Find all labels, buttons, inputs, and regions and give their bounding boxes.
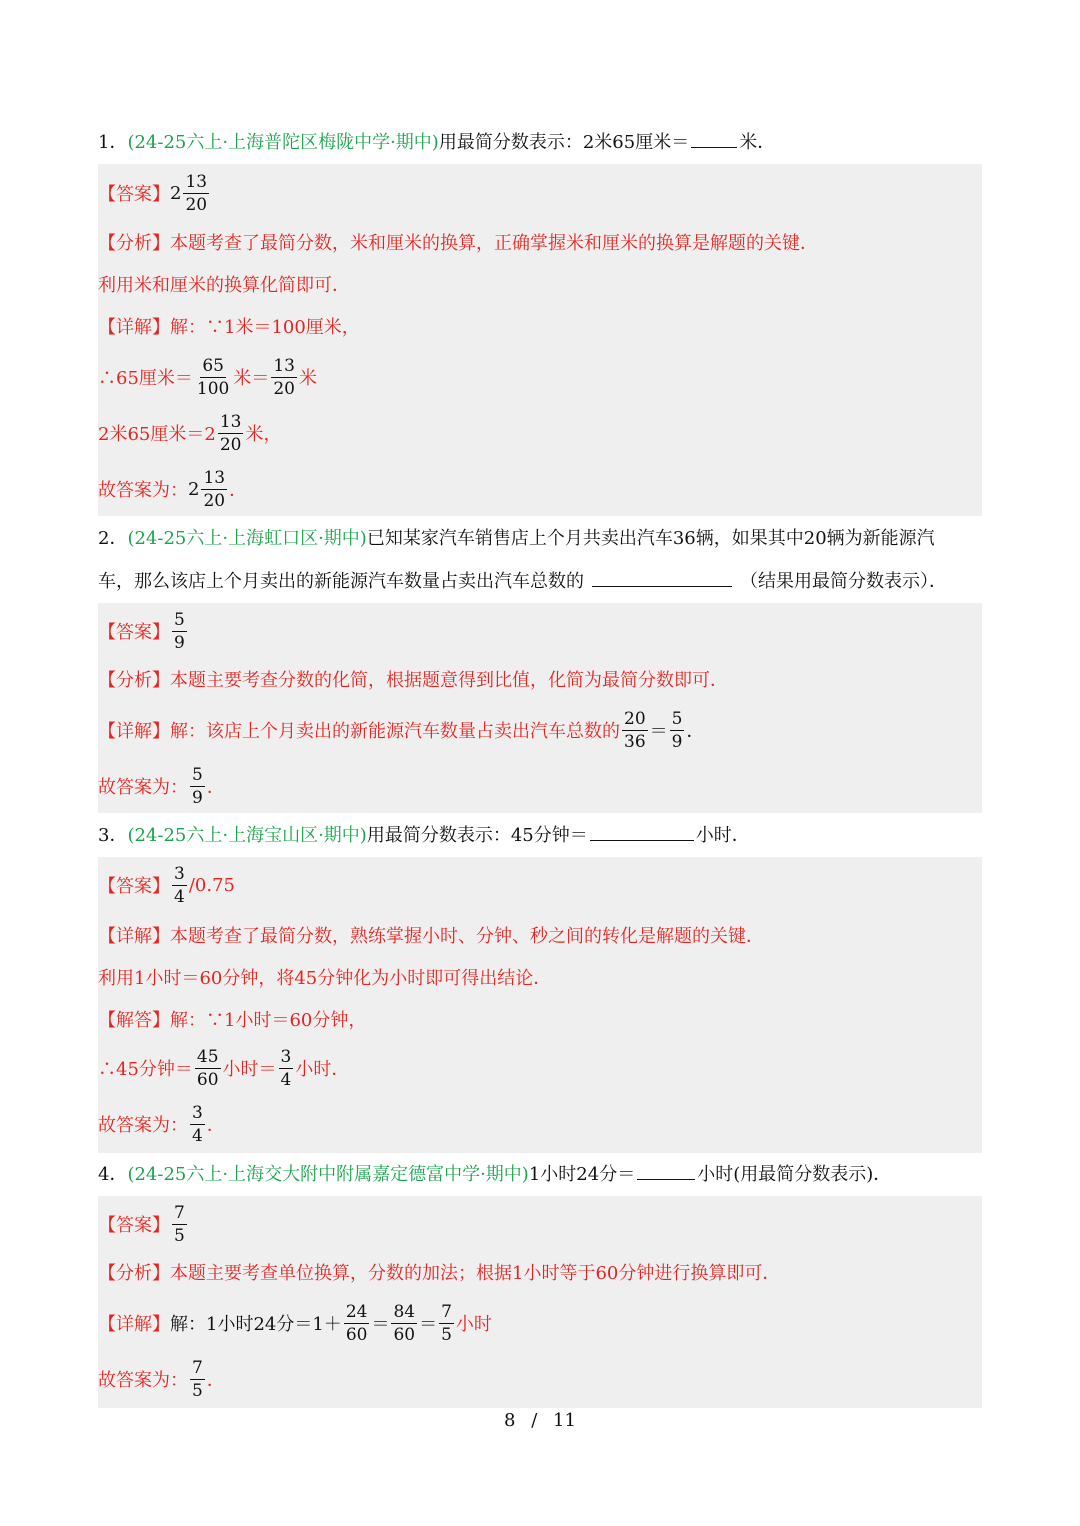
- numerator: 13: [273, 355, 295, 376]
- denominator: 100: [196, 378, 230, 399]
- page-footer: [0, 1410, 1080, 1431]
- answer-blank: [590, 820, 694, 841]
- detail-text: ∴65厘米＝: [98, 368, 193, 389]
- question-text-after: （结果用最简分数表示）．: [740, 571, 947, 592]
- final-answer-end: ．: [206, 1370, 225, 1391]
- detail-text: 小时．: [295, 1059, 350, 1080]
- denominator: 4: [174, 886, 185, 907]
- question-number: 4．: [98, 1164, 128, 1185]
- denominator: 60: [393, 1324, 416, 1345]
- page-separator: /: [531, 1410, 538, 1431]
- analysis-text: 本题考查了最简分数，米和厘米的换算，正确掌握米和厘米的换算是解题的关键．: [170, 233, 818, 254]
- answer-fraction: [172, 609, 187, 654]
- detail-label: 【详解】: [98, 317, 170, 338]
- answer-label: 【答案】: [98, 876, 170, 897]
- question-1-stem: [98, 121, 982, 164]
- detail-text: 解：该店上个月卖出的新能源汽车数量占卖出汽车总数的: [170, 721, 620, 742]
- answer-alt: /0.75: [188, 874, 235, 896]
- denominator: 60: [345, 1324, 368, 1345]
- page-total: 11: [553, 1410, 576, 1431]
- answer-whole: 2: [170, 182, 182, 204]
- detail-row-3: [98, 408, 982, 458]
- detail-text: 2米65厘米＝2: [98, 424, 216, 445]
- denominator: 9: [671, 731, 683, 752]
- numerator: 5: [192, 764, 203, 785]
- fraction: [201, 467, 227, 512]
- final-whole: 2: [188, 478, 200, 500]
- answer-blank: [637, 1159, 695, 1180]
- answer-fraction: [172, 863, 187, 908]
- question-source: (24-25六上·上海交大附中附属嘉定德富中学·期中): [127, 1164, 529, 1185]
- final-answer-row: [98, 761, 982, 811]
- question-text-after: 米．: [739, 132, 776, 153]
- detail-text: 解：∵1米＝100厘米，: [170, 317, 360, 338]
- final-answer-label: 故答案为：: [98, 1115, 188, 1136]
- numerator: 45: [196, 1046, 219, 1067]
- fraction: [190, 764, 205, 809]
- fraction: [391, 1301, 417, 1346]
- numerator: 20: [624, 708, 646, 729]
- answer-blank: [592, 566, 732, 587]
- analysis-text-2: 利用米和厘米的换算化简即可．: [98, 275, 350, 296]
- detail-text: 小时: [455, 1314, 492, 1335]
- answer-blank: [691, 127, 737, 148]
- question-text-after: 小时(用最简分数表示)．: [697, 1164, 892, 1185]
- fraction: [670, 708, 685, 753]
- numerator: 65: [202, 355, 224, 376]
- fraction: [439, 1301, 454, 1346]
- numerator: 5: [671, 708, 683, 729]
- detail-row: [98, 1001, 982, 1037]
- analysis-label: 【详解】: [98, 926, 170, 947]
- detail-row: [98, 705, 982, 755]
- analysis-row-2: [98, 959, 982, 995]
- detail-text: 米: [299, 368, 317, 389]
- denominator: 5: [174, 1225, 185, 1246]
- detail-text: 解：1小时24分＝1＋: [170, 1314, 342, 1335]
- numerator: 13: [203, 467, 226, 488]
- denominator: 20: [219, 434, 242, 455]
- question-2-stem-line2: [98, 560, 982, 603]
- solution-box-4: [98, 1196, 982, 1408]
- detail-text: 米，: [245, 424, 282, 445]
- detail-text: ∴45分钟＝: [98, 1059, 193, 1080]
- fraction: [195, 1046, 221, 1091]
- denominator: 20: [203, 490, 226, 511]
- denominator: 9: [174, 632, 185, 653]
- fraction: [344, 1301, 370, 1346]
- answer-row: [98, 861, 982, 909]
- answer-fraction: [183, 171, 209, 216]
- page-number: 8: [504, 1410, 516, 1431]
- final-answer-row: [98, 464, 982, 514]
- denominator: 4: [192, 1125, 203, 1146]
- answer-label: 【答案】: [98, 1215, 170, 1236]
- equals-sign: ＝: [371, 1314, 390, 1335]
- numerator: 7: [441, 1301, 452, 1322]
- final-answer-row: [98, 1099, 982, 1149]
- answer-label: 【答案】: [98, 184, 170, 205]
- analysis-label: 【分析】: [98, 233, 170, 254]
- detail-text: 米＝: [233, 368, 270, 389]
- question-source: (24-25六上·上海虹口区·期中): [127, 528, 367, 549]
- analysis-label: 【分析】: [98, 1263, 170, 1284]
- analysis-row: [98, 917, 982, 953]
- detail-row-2: [98, 352, 982, 402]
- denominator: 4: [280, 1069, 292, 1090]
- analysis-row: [98, 661, 982, 697]
- fraction: [218, 411, 244, 456]
- detail-row-2: [98, 1043, 982, 1093]
- answer-row: [98, 170, 982, 216]
- detail-row: [98, 1298, 982, 1348]
- analysis-label: 【分析】: [98, 670, 170, 691]
- numerator: 84: [393, 1301, 416, 1322]
- denominator: 20: [185, 194, 208, 215]
- analysis-text: 本题考查了最简分数，熟练掌握小时、分钟、秒之间的转化是解题的关键．: [170, 926, 764, 947]
- solution-box-2: [98, 603, 982, 813]
- analysis-row: [98, 224, 982, 260]
- final-answer-label: 故答案为：: [98, 1370, 188, 1391]
- question-3-stem: [98, 814, 982, 857]
- final-answer-end: ．: [206, 1115, 225, 1136]
- detail-text: 小时＝: [222, 1059, 277, 1080]
- analysis-row-2: [98, 266, 982, 302]
- final-answer-row: [98, 1354, 982, 1404]
- detail-label: 【解答】: [98, 1010, 170, 1031]
- detail-text: 解：∵1小时＝60分钟，: [170, 1010, 367, 1031]
- question-4-stem: [98, 1153, 982, 1196]
- question-source: (24-25六上·上海宝山区·期中): [127, 825, 367, 846]
- question-text: 用最简分数表示：2米65厘米＝: [438, 132, 690, 153]
- numerator: 7: [174, 1202, 185, 1223]
- question-number: 2．: [98, 528, 128, 549]
- fraction: [622, 708, 648, 753]
- detail-row: [98, 308, 982, 344]
- detail-label: 【详解】: [98, 1314, 170, 1335]
- final-answer-end: ．: [206, 777, 225, 798]
- denominator: 5: [192, 1380, 203, 1401]
- fraction: [190, 1102, 205, 1147]
- equals-sign: ＝: [419, 1314, 438, 1335]
- equals-sign: ＝: [649, 721, 668, 742]
- fraction: [271, 355, 297, 400]
- numerator: 5: [174, 609, 185, 630]
- numerator: 24: [345, 1301, 368, 1322]
- question-number: 1．: [98, 132, 128, 153]
- analysis-text: 本题主要考查分数的化简，根据题意得到比值，化简为最简分数即可．: [170, 670, 728, 691]
- question-text-after: 小时．: [695, 825, 750, 846]
- question-text: 车，那么该店上个月卖出的新能源汽车数量占卖出汽车总数的: [98, 571, 584, 592]
- detail-label: 【详解】: [98, 721, 170, 742]
- analysis-text: 本题主要考查单位换算，分数的加法；根据1小时等于60分钟进行换算即可．: [170, 1263, 781, 1284]
- denominator: 60: [196, 1069, 219, 1090]
- question-text: 已知某家汽车销售店上个月共卖出汽车36辆，如果其中20辆为新能源汽: [366, 528, 935, 549]
- question-text: 用最简分数表示：45分钟＝: [366, 825, 588, 846]
- denominator: 36: [624, 731, 646, 752]
- final-answer-label: 故答案为：: [98, 777, 188, 798]
- answer-label: 【答案】: [98, 622, 170, 643]
- denominator: 9: [192, 787, 203, 808]
- solution-box-3: [98, 857, 982, 1153]
- final-answer-label: 故答案为：: [98, 480, 188, 501]
- detail-end: ．: [686, 721, 705, 742]
- numerator: 3: [174, 863, 185, 884]
- question-source: (24-25六上·上海普陀区梅陇中学·期中): [127, 132, 439, 153]
- numerator: 7: [192, 1357, 203, 1378]
- fraction: [190, 1357, 205, 1402]
- analysis-row: [98, 1254, 982, 1290]
- denominator: 20: [273, 378, 295, 399]
- question-number: 3．: [98, 825, 128, 846]
- question-2-stem: [98, 517, 982, 560]
- numerator: 13: [219, 411, 242, 432]
- answer-row: [98, 607, 982, 655]
- answer-row: [98, 1200, 982, 1248]
- numerator: 13: [185, 171, 208, 192]
- denominator: 5: [441, 1324, 452, 1345]
- analysis-text-2: 利用1小时＝60分钟，将45分钟化为小时即可得出结论．: [98, 968, 552, 989]
- final-answer-end: ．: [229, 480, 248, 501]
- numerator: 3: [280, 1046, 292, 1067]
- question-text: 1小时24分＝: [528, 1164, 636, 1185]
- answer-fraction: [172, 1202, 187, 1247]
- solution-box-1: [98, 164, 982, 516]
- fraction: [279, 1046, 294, 1091]
- fraction: [195, 355, 231, 400]
- numerator: 3: [192, 1102, 203, 1123]
